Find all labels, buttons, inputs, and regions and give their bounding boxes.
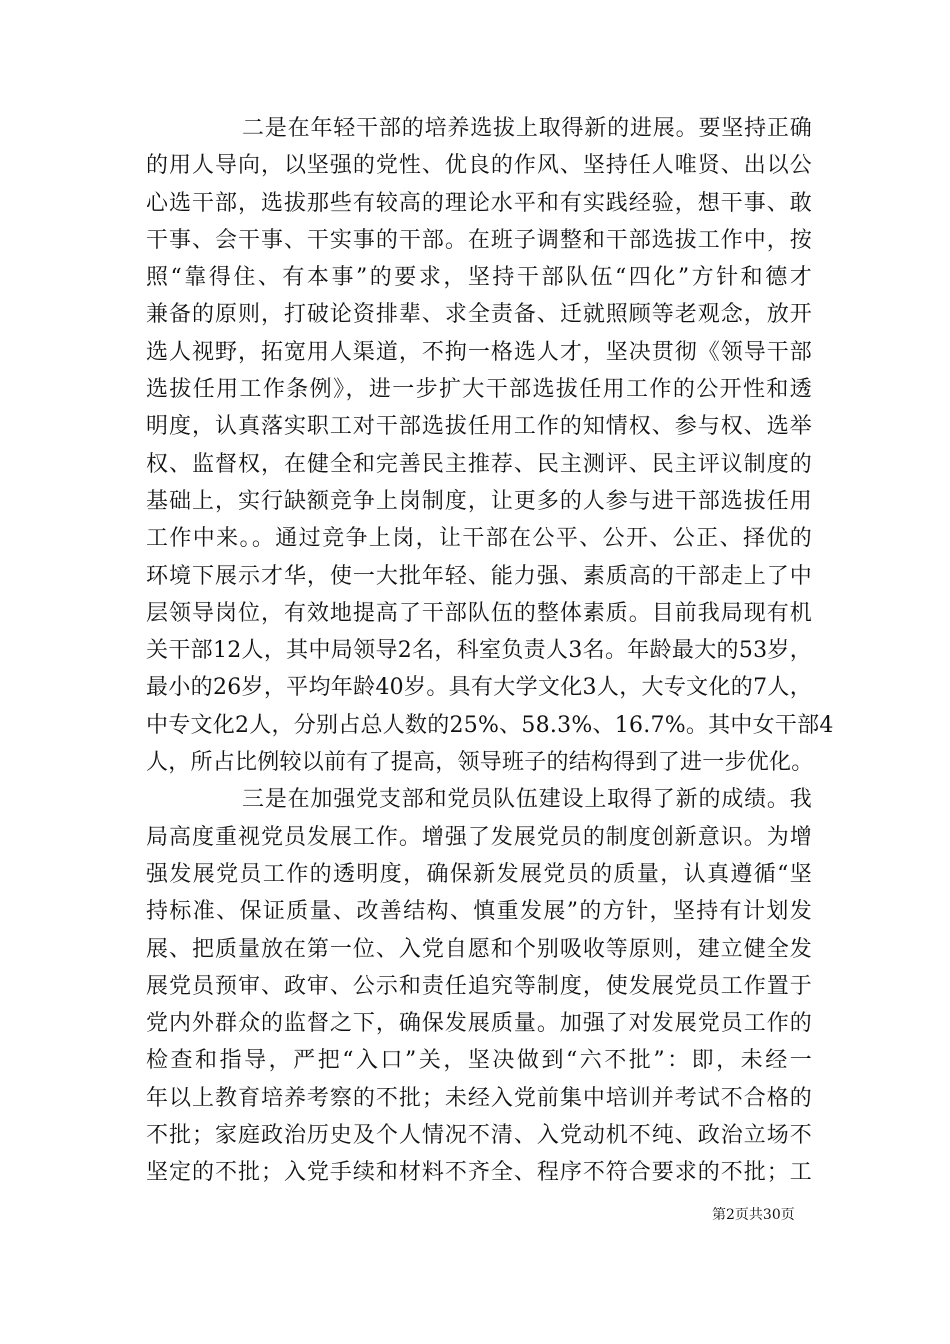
text-line: 工作中来。。通过竞争上岗，让干部在公平、公开、公正、择优的 [146, 526, 812, 552]
text-line: 权、监督权，在健全和完善民主推荐、民主测评、民主评议制度的 [146, 451, 812, 477]
body-text [146, 110, 834, 1192]
text-line: 明度，认真落实职工对干部选拔任用工作的知情权、参与权、选举 [146, 414, 812, 440]
text-line: 年以上教育培养考察的不批；未经入党前集中培训并考试不合格的 [146, 1085, 812, 1111]
text-line: 最小的26岁，平均年龄40岁。具有大学文化3人，大专文化的7人， [146, 675, 813, 701]
text-line: 党内外群众的监督之下，确保发展质量。加强了对发展党员工作的 [146, 1011, 812, 1037]
text-line: 检查和指导，严把“入口”关，坚决做到“六不批”：即，未经一 [146, 1048, 812, 1074]
text-line: 二是在年轻干部的培养选拔上取得新的进展。要坚持正确 [242, 116, 812, 141]
text-line: 心选干部，选拔那些有较高的理论水平和有实践经验，想干事、敢 [146, 190, 812, 216]
text-line: 选人视野，拓宽用人渠道，不拘一格选人才，坚决贯彻《领导干部 [146, 339, 812, 365]
text-line: 干事、会干事、干实事的干部。在班子调整和干部选拔工作中，按 [146, 227, 812, 253]
text-line: 照“靠得住、有本事”的要求，坚持干部队伍“四化”方针和德才 [146, 265, 812, 291]
text-line: 基础上，实行缺额竞争上岗制度，让更多的人参与进干部选拔任用 [146, 488, 812, 514]
text-line: 三是在加强党支部和党员队伍建设上取得了新的成绩。我 [242, 787, 812, 813]
text-line: 持标准、保证质量、改善结构、慎重发展”的方针，坚持有计划发 [146, 899, 812, 925]
text-line: 环境下展示才华，使一大批年轻、能力强、素质高的干部走上了中 [146, 563, 812, 589]
text-line: 选拔任用工作条例》，进一步扩大干部选拔任用工作的公开性和透 [146, 377, 812, 403]
text-line: 的用人导向，以坚强的党性、优良的作风、坚持任人唯贤、出以公 [146, 153, 812, 179]
text-line: 不批；家庭政治历史及个人情况不清、入党动机不纯、政治立场不 [146, 1123, 812, 1149]
text-line: 坚定的不批；入党手续和材料不齐全、程序不符合要求的不批；工 [146, 1160, 812, 1186]
paragraph-party-building [146, 781, 812, 1191]
text-line: 局高度重视党员发展工作。增强了发展党员的制度创新意识。为增 [146, 824, 812, 850]
text-line: 关干部12人，其中局领导2名，科室负责人3名。年龄最大的53岁， [146, 638, 813, 664]
text-line: 兼备的原则，打破论资排辈、求全责备、迁就照顾等老观念，放开 [146, 302, 812, 328]
text-line: 人，所占比例较以前有了提高，领导班子的结构得到了进一步优化。 [146, 750, 814, 776]
text-line: 层领导岗位，有效地提高了干部队伍的整体素质。目前我局现有机 [146, 600, 812, 626]
text-line: 展党员预审、政审、公示和责任追究等制度，使发展党员工作置于 [146, 973, 812, 999]
page-number: 第2页共30页 [712, 1207, 795, 1223]
paragraph-young-cadres [146, 110, 834, 781]
text-line: 中专文化2人，分别占总人数的25%、58.3%、16.7%。其中女干部4 [146, 712, 834, 738]
text-line: 展、把质量放在第一位、入党自愿和个别吸收等原则，建立健全发 [146, 936, 812, 962]
text-line: 强发展党员工作的透明度，确保新发展党员的质量，认真遵循“坚 [146, 861, 812, 887]
